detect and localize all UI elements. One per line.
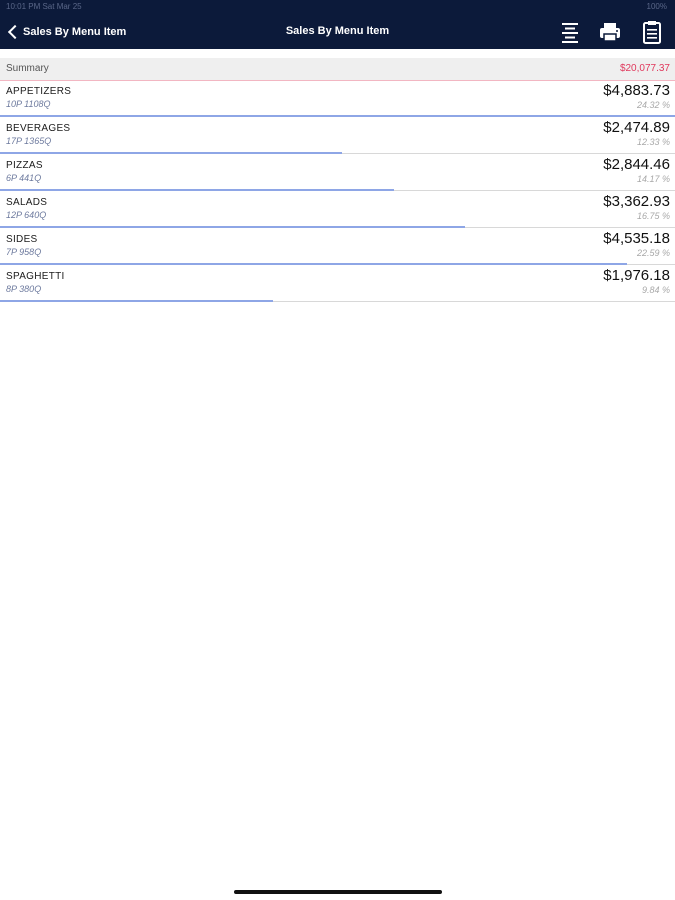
list-item[interactable] [0,228,675,265]
item-name: SPAGHETTI [6,271,65,282]
chevron-left-icon [8,24,22,38]
list-item[interactable] [0,265,675,302]
list-item[interactable] [0,191,675,228]
list-item[interactable] [0,117,675,154]
item-percent: 16.75 % [636,211,670,221]
item-percent: 14.17 % [636,174,670,184]
item-name: SALADS [6,197,48,208]
item-percent: 24.32 % [636,100,670,110]
summary-row [0,58,675,81]
item-amount: $2,844.46 [603,156,670,173]
item-amount: $3,362.93 [603,193,670,210]
item-percent: 12.33 % [636,137,670,147]
item-percent: 22.59 % [636,248,670,258]
item-name: SIDES [6,234,38,245]
clipboard-icon[interactable] [640,20,664,44]
item-amount: $4,535.18 [603,230,670,247]
summary-total: $20,077.37 [619,63,670,74]
navigation-bar [0,14,675,49]
home-indicator [234,890,442,894]
item-counts: 6P 441Q [6,173,42,183]
item-amount: $4,883.73 [603,82,670,99]
item-amount: $2,474.89 [603,119,670,136]
item-name: APPETIZERS [6,86,72,97]
item-counts: 10P 1108Q [6,99,51,109]
status-bar [0,0,675,14]
item-counts: 8P 380Q [6,284,42,294]
list-item[interactable] [0,154,675,191]
item-name: PIZZAS [6,160,43,171]
item-counts: 12P 640Q [6,210,47,220]
summary-label: Summary [6,63,49,74]
back-button[interactable] [6,14,126,49]
printer-icon[interactable] [598,20,622,44]
menu-item-list [0,80,675,302]
item-percent: 9.84 % [641,285,670,295]
format-align-center-icon[interactable] [558,20,582,44]
status-time: 10:01 PM Sat Mar 25 [6,2,82,11]
list-item[interactable] [0,80,675,117]
item-name: BEVERAGES [6,123,71,134]
status-battery: 100% [646,2,667,11]
item-counts: 7P 958Q [6,247,42,257]
item-counts: 17P 1365Q [6,136,52,146]
item-share-bar [0,300,273,302]
back-label: Sales By Menu Item [23,25,127,38]
page-title: Sales By Menu Item [285,25,390,37]
item-amount: $1,976.18 [603,267,670,284]
